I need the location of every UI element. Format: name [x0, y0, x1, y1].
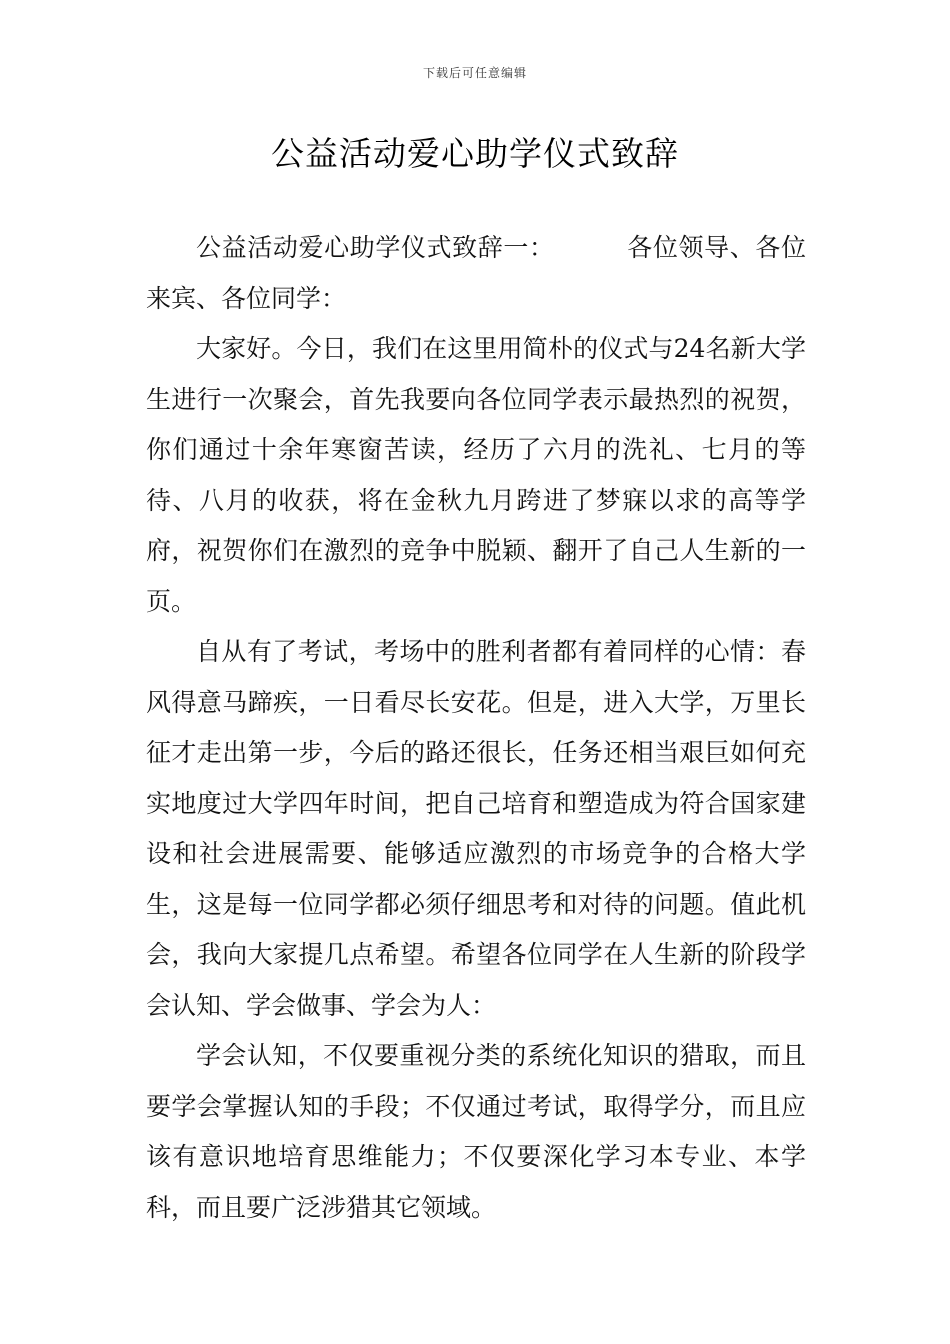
- paragraph-learn-to-know: 学会认知，不仅要重视分类的系统化知识的猎取，而且要学会掌握认知的手段；不仅通过考试，取得学分，而且应该有意识地培育思维能力；不仅要深化学习本专业、本学科，而且要广泛涉猎其它领域。: [146, 1041, 806, 1222]
- salutation: 各位领导、各位来宾、各位同学：: [146, 233, 806, 313]
- speech-heading: 公益活动爱心助学仪式致辞一：: [196, 233, 555, 262]
- paragraph-greeting: [146, 223, 806, 324]
- document-title: 公益活动爱心助学仪式致辞: [271, 134, 679, 173]
- download-note: 下载后可任意编辑: [422, 66, 527, 80]
- paragraph-expectations: 自从有了考试，考场中的胜利者都有着同样的心情：春风得意马蹄疾，一日看尽长安花。但是，进入大学，万里长征才走出第一步，今后的路还很长，任务还相当艰巨如何充实地度过大学四年时间，把自己培育和塑造成为符合国家建设和社会进展需要、能够适应激烈的市场竞争的合格大学生，这是每一位同学都必须仔细思考和对待的问题。值此机会，我向大家提几点希望。希望各位同学在人生新的阶段学会认知、学会做事、学会为人：: [146, 637, 806, 1020]
- paragraph-congratulations: 大家好。今日，我们在这里用简朴的仪式与24名新大学生进行一次聚会，首先我要向各位同学表示最热烈的祝贺，你们通过十余年寒窗苦读，经历了六月的洗礼、七月的等待、八月的收获，将在金秋九月跨进了梦寐以求的高等学府，祝贺你们在激烈的竞争中脱颖、翻开了自己人生新的一页。: [146, 334, 806, 616]
- document-body: [146, 223, 806, 1233]
